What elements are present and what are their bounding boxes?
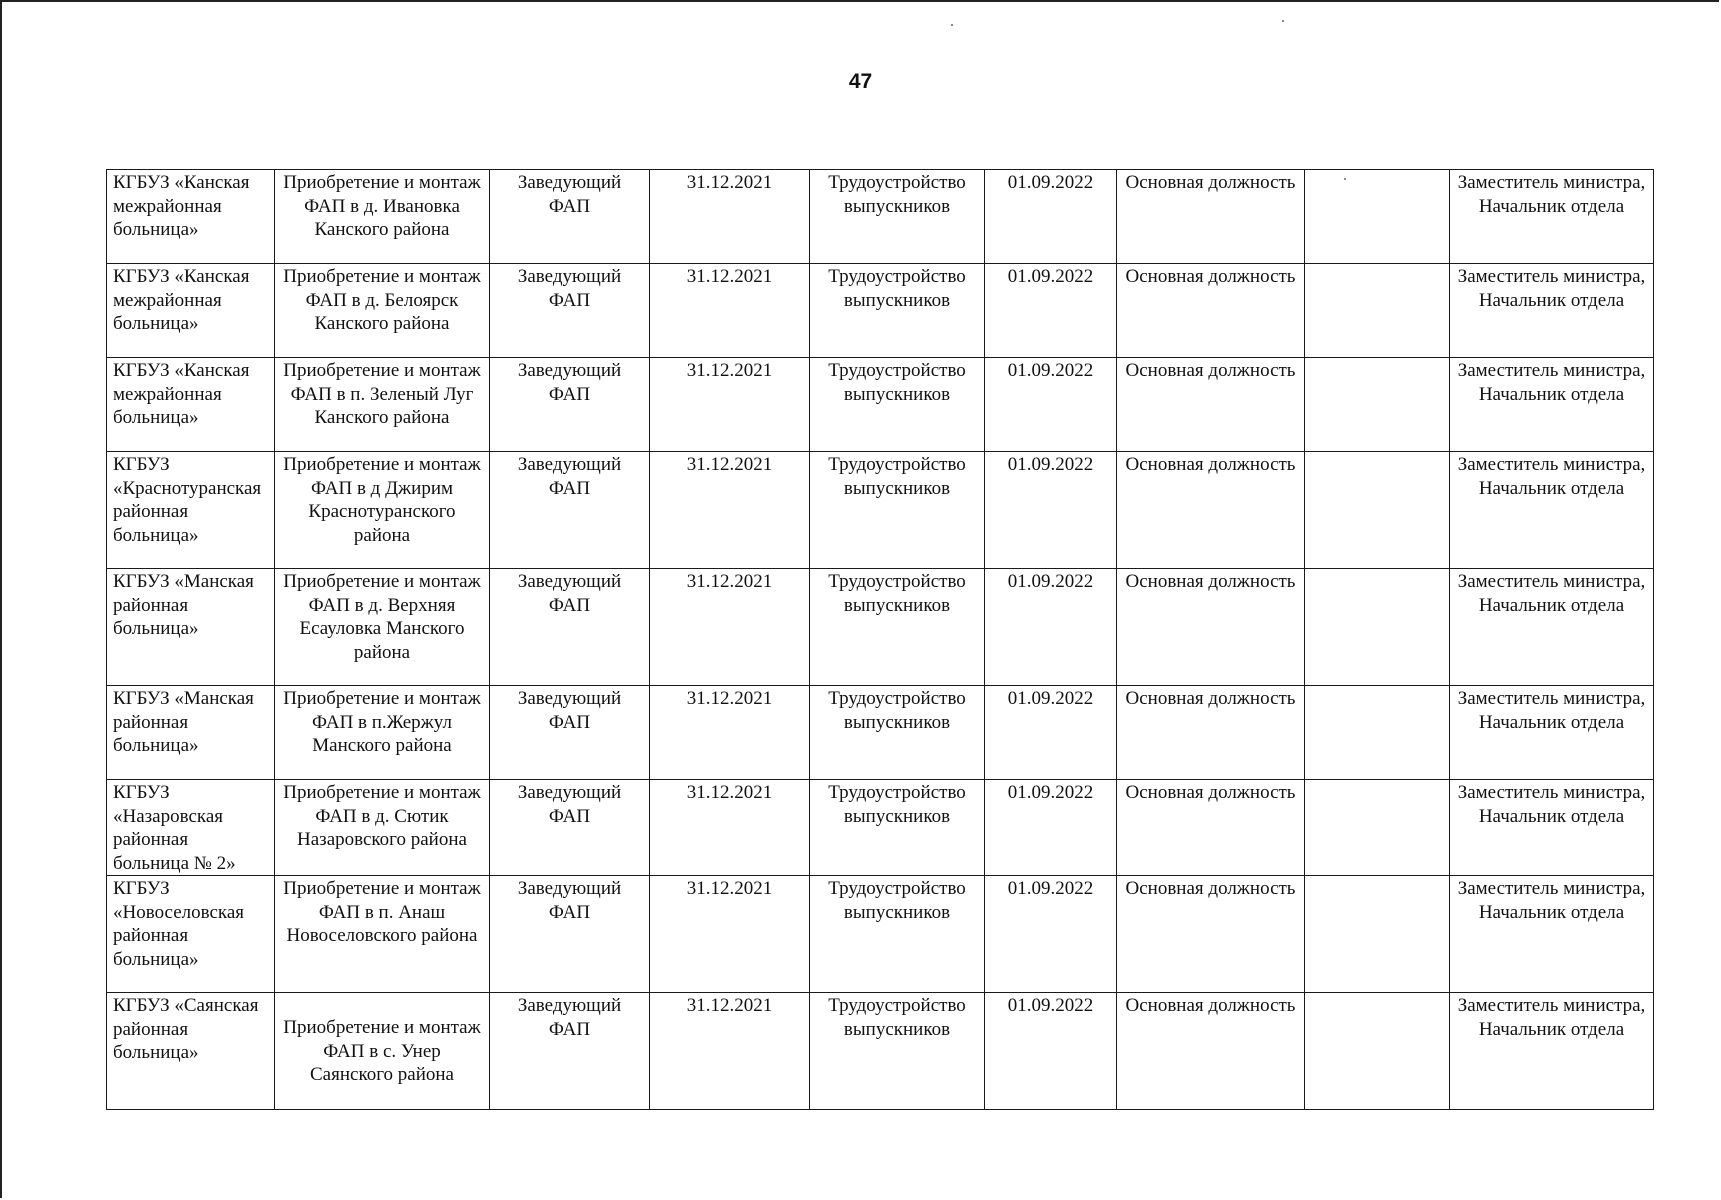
responsible-cell: Заместитель министра, Начальник отдела [1450,686,1654,780]
deadline-cell: 31.12.2021 [650,569,810,686]
position-type-cell: Основная должность [1117,264,1305,358]
position-cell: Заведующий ФАП [490,170,650,264]
position-type-cell: Основная должность [1117,876,1305,993]
responsible-cell: Заместитель министра, Начальник отдела [1450,452,1654,569]
org-cell: КГБУЗ «Новоселовская районная больница» [107,876,275,993]
table-row [107,876,1654,993]
empty-cell [1305,780,1450,876]
position-type-cell: Основная должность [1117,452,1305,569]
deadline-cell: 31.12.2021 [650,170,810,264]
table-row [107,358,1654,452]
deadline-cell: 31.12.2021 [650,876,810,993]
org-cell: КГБУЗ «Манская районная больница» [107,569,275,686]
start-date-cell: 01.09.2022 [985,264,1117,358]
work-cell: Приобретение и монтаж ФАП в д. Сютик Назаровского района [275,780,490,876]
responsible-cell: Заместитель министра, Начальник отдела [1450,569,1654,686]
deadline-cell: 31.12.2021 [650,780,810,876]
position-cell: Заведующий ФАП [490,780,650,876]
start-date-cell: 01.09.2022 [985,452,1117,569]
responsible-cell: Заместитель министра, Начальник отдела [1450,780,1654,876]
action-cell: Трудоустройство выпускников [810,452,985,569]
position-cell: Заведующий ФАП [490,686,650,780]
org-cell: КГБУЗ «Саянская районная больница» [107,993,275,1110]
table-row [107,993,1654,1110]
document-table [106,169,1654,1110]
empty-cell [1305,993,1450,1110]
action-cell: Трудоустройство выпускников [810,686,985,780]
position-cell: Заведующий ФАП [490,358,650,452]
position-type-cell: Основная должность [1117,358,1305,452]
position-cell: Заведующий ФАП [490,876,650,993]
action-cell: Трудоустройство выпускников [810,170,985,264]
position-cell: Заведующий ФАП [490,569,650,686]
org-cell: КГБУЗ «Канская межрайонная больница» [107,170,275,264]
start-date-cell: 01.09.2022 [985,569,1117,686]
table-row [107,780,1654,876]
work-cell: Приобретение и монтаж ФАП в д Джирим Краснотуранского района [275,452,490,569]
empty-cell [1305,264,1450,358]
action-cell: Трудоустройство выпускников [810,876,985,993]
empty-cell [1305,358,1450,452]
work-cell: Приобретение и монтаж ФАП в с. Унер Саянского района [275,993,490,1110]
action-cell: Трудоустройство выпускников [810,358,985,452]
responsible-cell: Заместитель министра, Начальник отдела [1450,876,1654,993]
action-cell: Трудоустройство выпускников [810,780,985,876]
empty-cell [1305,876,1450,993]
deadline-cell: 31.12.2021 [650,993,810,1110]
work-cell: Приобретение и монтаж ФАП в п.Жержул Манского района [275,686,490,780]
action-cell: Трудоустройство выпускников [810,264,985,358]
scan-speck [1282,20,1284,22]
empty-cell [1305,686,1450,780]
scan-speck [1344,178,1346,180]
position-cell: Заведующий ФАП [490,452,650,569]
empty-cell [1305,170,1450,264]
responsible-cell: Заместитель министра, Начальник отдела [1450,358,1654,452]
position-type-cell: Основная должность [1117,686,1305,780]
work-cell: Приобретение и монтаж ФАП в п. Анаш Новоселовского района [275,876,490,993]
table-row [107,569,1654,686]
start-date-cell: 01.09.2022 [985,993,1117,1110]
action-cell: Трудоустройство выпускников [810,993,985,1110]
table-row [107,264,1654,358]
table-row [107,686,1654,780]
org-cell: КГБУЗ «Канская межрайонная больница» [107,358,275,452]
empty-cell [1305,452,1450,569]
table-row [107,170,1654,264]
start-date-cell: 01.09.2022 [985,876,1117,993]
empty-cell [1305,569,1450,686]
org-cell: КГБУЗ «Назаровская районная больница № 2» [107,780,275,876]
responsible-cell: Заместитель министра, Начальник отдела [1450,170,1654,264]
position-type-cell: Основная должность [1117,780,1305,876]
start-date-cell: 01.09.2022 [985,358,1117,452]
scan-speck [951,24,953,26]
start-date-cell: 01.09.2022 [985,780,1117,876]
table-row [107,452,1654,569]
work-cell: Приобретение и монтаж ФАП в д. Верхняя Есауловка Манского района [275,569,490,686]
deadline-cell: 31.12.2021 [650,452,810,569]
work-cell: Приобретение и монтаж ФАП в д. Белоярск Канского района [275,264,490,358]
org-cell: КГБУЗ «Краснотуранская районная больница» [107,452,275,569]
position-cell: Заведующий ФАП [490,993,650,1110]
deadline-cell: 31.12.2021 [650,264,810,358]
position-type-cell: Основная должность [1117,993,1305,1110]
work-cell: Приобретение и монтаж ФАП в д. Ивановка Канского района [275,170,490,264]
work-cell: Приобретение и монтаж ФАП в п. Зеленый Луг Канского района [275,358,490,452]
position-cell: Заведующий ФАП [490,264,650,358]
action-cell: Трудоустройство выпускников [810,569,985,686]
org-cell: КГБУЗ «Канская межрайонная больница» [107,264,275,358]
position-type-cell: Основная должность [1117,569,1305,686]
responsible-cell: Заместитель министра, Начальник отдела [1450,993,1654,1110]
start-date-cell: 01.09.2022 [985,686,1117,780]
position-type-cell: Основная должность [1117,170,1305,264]
start-date-cell: 01.09.2022 [985,170,1117,264]
page-number: 47 [848,70,873,93]
org-cell: КГБУЗ «Манская районная больница» [107,686,275,780]
deadline-cell: 31.12.2021 [650,358,810,452]
responsible-cell: Заместитель министра, Начальник отдела [1450,264,1654,358]
deadline-cell: 31.12.2021 [650,686,810,780]
